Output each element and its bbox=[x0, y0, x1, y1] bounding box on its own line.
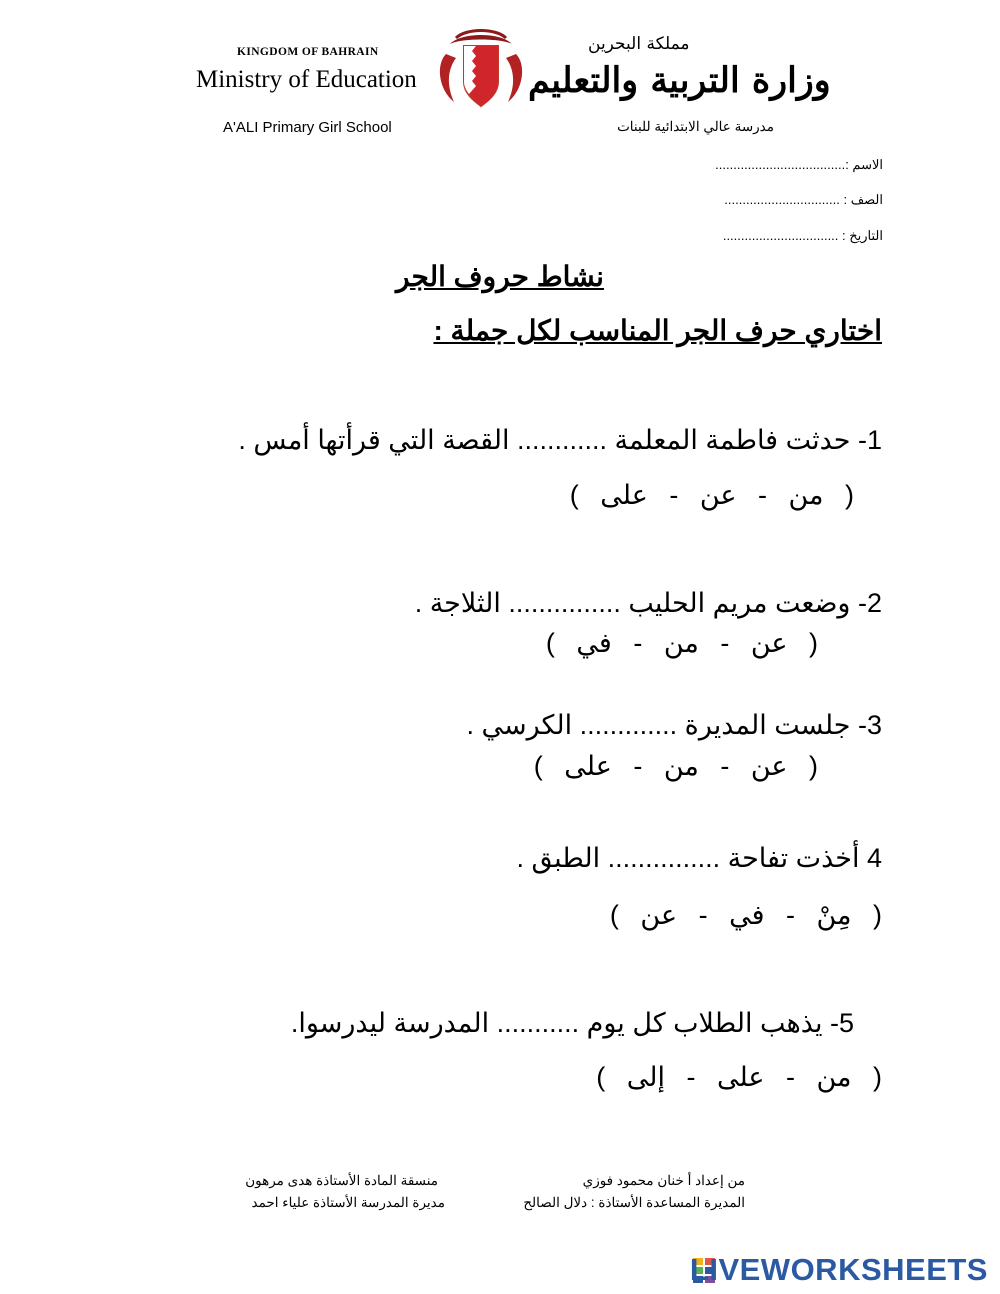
kingdom-en-label: KINGDOM OF BAHRAIN bbox=[237, 46, 379, 58]
school-principal: مديرة المدرسة الأستاذة علياء احمد bbox=[251, 1195, 445, 1210]
subject-coordinator: منسقة المادة الأستاذة هدى مرهون bbox=[245, 1173, 438, 1188]
assistant-principal: المديرة المساعدة الأستاذة : دلال الصالح bbox=[523, 1195, 745, 1210]
question-5-options[interactable]: ( من - على - إلى ) bbox=[596, 1062, 882, 1092]
question-1-options[interactable]: ( من - عن - على ) bbox=[569, 480, 854, 510]
name-field: الاسم :.................................... bbox=[715, 157, 883, 172]
instruction-text: اختاري حرف الجر المناسب لكل جملة : bbox=[433, 315, 882, 346]
school-name-en: A'ALI Primary Girl School bbox=[223, 119, 392, 136]
class-field: الصف : ................................ bbox=[724, 192, 883, 207]
bahrain-crest-icon bbox=[436, 24, 526, 112]
kingdom-ar-label: مملكة البحرين bbox=[588, 34, 690, 54]
question-3-options[interactable]: ( عن - من - على ) bbox=[533, 751, 818, 781]
question-4: 4 أخذت تفاحة ............... الطبق . bbox=[516, 843, 882, 873]
question-4-options[interactable]: ( مِنْ - في - عن ) bbox=[609, 900, 882, 930]
question-3: 3- جلست المديرة ............. الكرسي . bbox=[466, 710, 882, 740]
prepared-by: من إعداد أ خنان محمود فوزي bbox=[582, 1173, 745, 1188]
ministry-ar-label: وزارة التربية والتعليم bbox=[528, 60, 831, 101]
question-2: 2- وضعت مريم الحليب ............... الثلاجة . bbox=[414, 588, 882, 618]
school-name-ar: مدرسة عالي الابتدائية للبنات bbox=[617, 119, 774, 134]
ministry-en-label: Ministry of Education bbox=[196, 66, 417, 93]
page-title: نشاط حروف الجر bbox=[396, 261, 604, 292]
question-2-options[interactable]: ( عن - من - في ) bbox=[545, 628, 818, 658]
question-1: 1- حدثت فاطمة المعلمة ............ القصة التي قرأتها أمس . bbox=[238, 425, 882, 455]
liveworksheets-brand[interactable]: LIVEWORKSHEETS bbox=[689, 1252, 988, 1287]
date-field: التاريخ : ................................ bbox=[722, 228, 883, 243]
question-5: 5- يذهب الطلاب كل يوم ........... المدرسة ليدرسوا. bbox=[290, 1008, 854, 1038]
